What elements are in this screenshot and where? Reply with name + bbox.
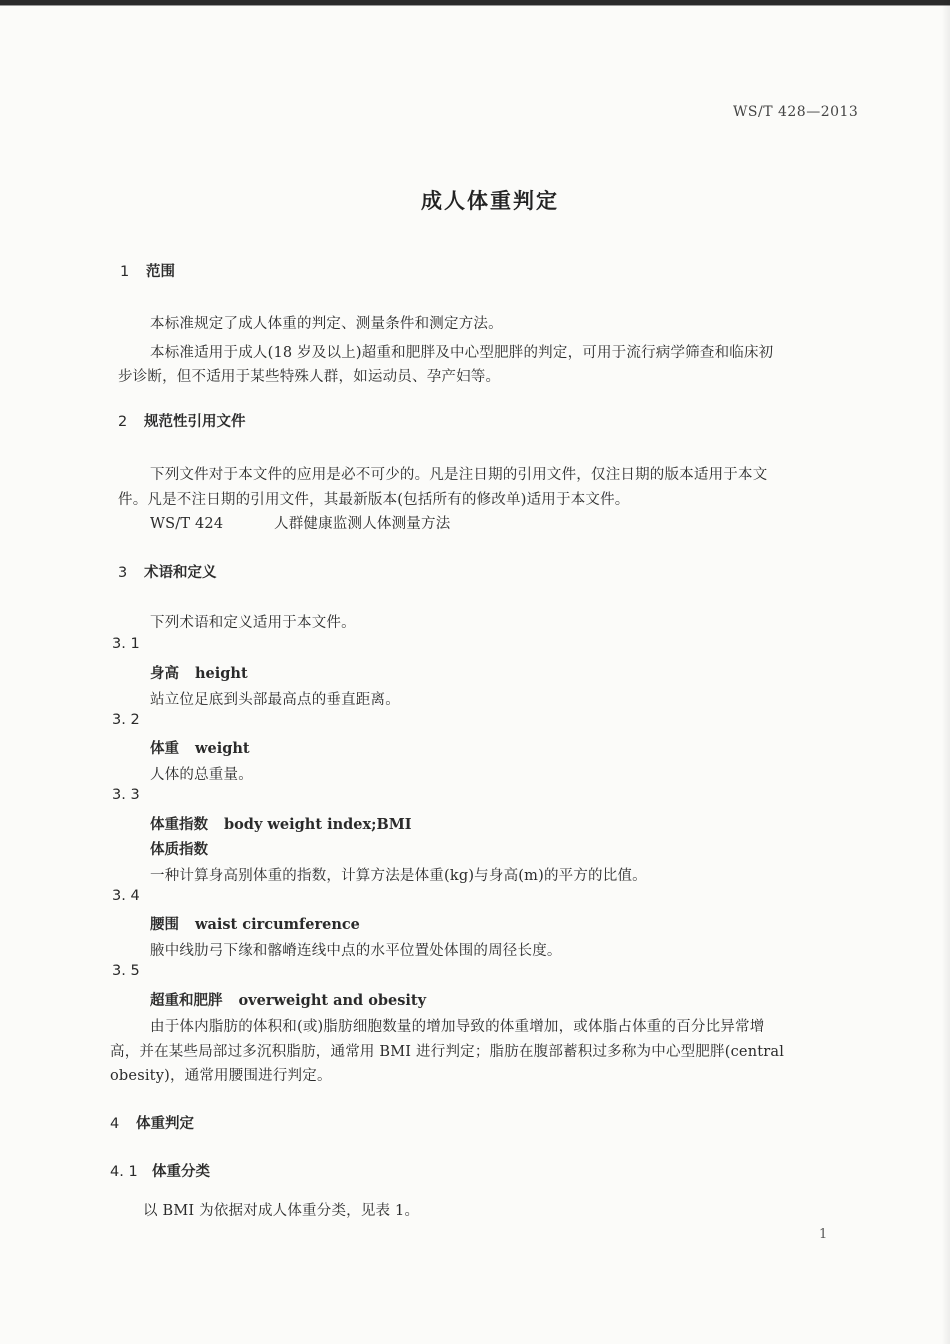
section-4-heading: [110, 1112, 194, 1133]
term-number: 3. 2: [112, 712, 140, 728]
term-en: overweight and obesity: [238, 992, 427, 1009]
paragraph: 下列术语和定义适用于本文件。: [150, 615, 356, 631]
term-number: 3. 1: [112, 636, 140, 652]
term-zh: 体重指数: [150, 817, 208, 833]
term-en: weight: [195, 740, 250, 757]
section-number: 3: [118, 565, 128, 581]
section-title: 体重判定: [136, 1116, 194, 1132]
subsection-number: 4. 1: [110, 1164, 138, 1180]
reference-title: 人群健康监测人体测量方法: [274, 516, 451, 532]
term-zh: 体重: [150, 741, 179, 757]
section-number: 4: [110, 1116, 120, 1132]
paragraph: 以 BMI 为依据对成人体重分类，见表 1。: [143, 1203, 420, 1219]
term-number: 3. 4: [112, 888, 140, 904]
term-number: 3. 3: [112, 787, 140, 803]
subsection-title: 体重分类: [152, 1164, 210, 1180]
term-en: height: [195, 665, 248, 682]
paragraph-line: 步诊断，但不适用于某些特殊人群，如运动员、孕产妇等。: [118, 369, 501, 385]
term-zh: 超重和肥胖: [150, 993, 223, 1009]
section-1-heading: [120, 260, 175, 281]
section-number: 2: [118, 414, 128, 430]
paragraph: 本标准规定了成人体重的判定、测量条件和测定方法。: [150, 316, 503, 332]
term-alternative: 体质指数: [150, 842, 208, 858]
subsection-4-1-heading: [110, 1160, 210, 1181]
page-title: 成人体重判定: [421, 189, 559, 213]
term-en: body weight index;BMI: [224, 816, 412, 833]
standard-code: WS/T 428—2013: [733, 104, 859, 120]
term-definition: 腋中线肋弓下缘和髂嵴连线中点的水平位置处体围的周径长度。: [150, 943, 562, 959]
term-heading: [150, 662, 248, 683]
term-definition-line: 高，并在某些局部过多沉积脂肪，通常用 BMI 进行判定；脂肪在腹部蓄积过多称为中心型肥胖(central: [110, 1044, 785, 1060]
section-2-heading: [118, 410, 246, 431]
term-heading: [150, 989, 426, 1010]
section-3-heading: [118, 561, 217, 582]
term-definition-line: 由于体内脂肪的体积和(或)脂肪细胞数量的增加导致的体重增加，或体脂占体重的百分比异常增: [150, 1019, 765, 1035]
paragraph-line: 本标准适用于成人(18 岁及以上)超重和肥胖及中心型肥胖的判定，可用于流行病学筛查和临床初: [150, 345, 774, 361]
term-definition-line: obesity)，通常用腰围进行判定。: [110, 1068, 332, 1084]
section-number: 1: [120, 264, 130, 280]
term-definition: 人体的总重量。: [150, 767, 253, 783]
section-title: 范围: [146, 264, 175, 280]
term-definition: 站立位足底到头部最高点的垂直距离。: [150, 692, 400, 708]
section-title: 规范性引用文件: [144, 414, 246, 430]
reference-code: WS/T 424: [150, 516, 224, 532]
top-border-shadow: [0, 5, 950, 6]
section-title: 术语和定义: [144, 565, 217, 581]
paragraph-line: 下列文件对于本文件的应用是必不可少的。凡是注日期的引用文件，仅注日期的版本适用于本文: [150, 467, 768, 483]
term-en: waist circumference: [195, 916, 360, 933]
paragraph-line: 件。凡是不注日期的引用文件，其最新版本(包括所有的修改单)适用于本文件。: [118, 492, 630, 508]
term-zh: 腰围: [150, 917, 179, 933]
term-zh: 身高: [150, 666, 179, 682]
normative-reference: [150, 512, 450, 533]
term-definition: 一种计算身高别体重的指数，计算方法是体重(kg)与身高(m)的平方的比值。: [150, 868, 647, 884]
term-heading: [150, 813, 412, 834]
page-number: 1: [819, 1227, 828, 1242]
term-heading: [150, 737, 250, 758]
term-number: 3. 5: [112, 963, 140, 979]
term-heading: [150, 913, 360, 934]
